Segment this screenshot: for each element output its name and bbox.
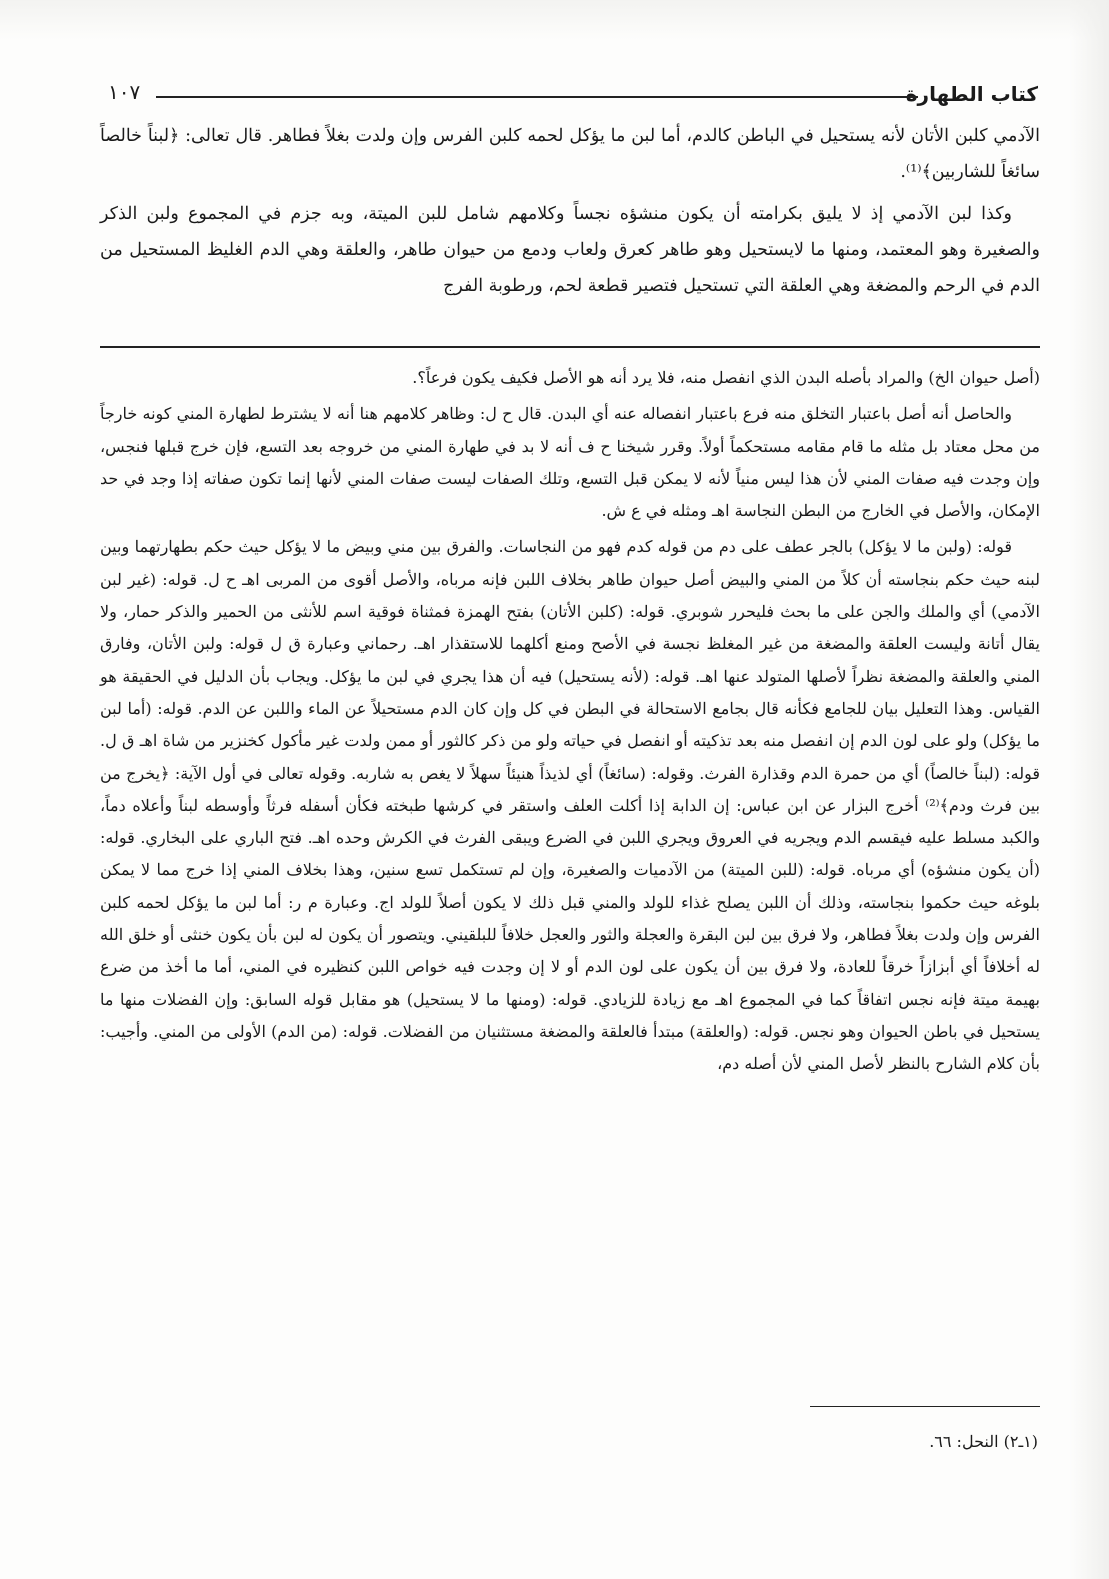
text-commentary-divider <box>100 346 1040 348</box>
commentary-text <box>100 362 1040 1085</box>
main-paragraph-2: وكذا لبن الآدمي إذ لا يليق بكرامته أن يكون منشؤه نجساً وكلامهم شامل للبن الميتة، وبه جزم في المجموع ولبن الذكر والصغيرة وهو المعتمد، ومنها ما لايستحيل وهو طاهر كعرق ولعاب ودمع من حيوان طاهر، والعلقة وهي الدم الغليظ المستحيل من الدم في الرحم والمضغة وهي العلقة التي تستحيل فتصير قطعة لحم، ورطوبة الفرج <box>100 204 1040 296</box>
commentary-paragraph-3: قوله: (ولبن ما لا يؤكل) بالجر عطف على دم من قوله كدم فهو من النجاسات. والفرق بين مني وبيض ما لا يؤكل حيث حكم بطهارتهما وبين لبنه حيث حكم بنجاسته أن كلاً من المني والبيض أصل حيوان طاهر بخلاف اللبن فإنه مرباه، والأصل أقوى من المربى اهـ ح ل. قوله: (غير لبن الآدمي) أي والملك والجن على ما بحث فليحرر شوبري. قوله: (كلبن الأتان) بفتح الهمزة فمثناة فوقية اسم للأنثى من الحمير والذكر حمار، ولا يقال أتانة وليست العلقة والمضغة من غير المغلظ نجسة في الأصح ومنع أكلهما للاستقذار اهـ. رحماني وعبارة ق ل قوله: ولبن الأتان، وفارق المني والعلقة والمضغة نظراً لأصلها المتولد عنها اهـ. قوله: (لأنه يستحيل) فيه أن هذا يجري في لبن ما يؤكل. ويجاب بأن الدليل في الحقيقة هو القياس. وهذا التعليل بيان للجامع فكأنه قال بجامع الاستحالة في البطن في كل وإن كان الدم مستحيلاً عن الماء واللبن عن الدم. قوله: (أما لبن ما يؤكل) ولو على لون الدم إن انفصل منه بعد تذكيته أو انفصل في حياته ولو من ذكر كالثور أو ممن ولدت غير مأكول كخنزير من شاة اهـ ق ل. قوله: (لبناً خالصاً) أي من حمرة الدم وقذارة الفرث. وقوله: (سائغاً) أي لذيذاً هنيئاً سهلاً لا يغص به شاربه. وقوله تعالى في أول الآية: ﴿يخرج من بين فرث ودم﴾⁽²⁾ أخرج البزار عن ابن عباس: إن الدابة إذا أكلت العلف واستقر في كرشها طبخته فكأن أسفله فرثاً وأوسطه لبناً وأعلاه دماً، والكبد مسلط عليه فيقسم الدم ويجريه في العروق ويجري اللبن في الضرع ويبقى الفرث في الكرش وحده اهـ. فتح الباري على البخاري. قوله: (أن يكون منشؤه) أي مرباه. قوله: (للبن الميتة) من الآدميات والصغيرة، وإن لم تستكمل تسع سنين، وهذا بخلاف المني إذا خرج مما لا يمكن بلوغه حيث حكموا بنجاسته، وذلك أن اللبن يصلح غذاء للولد والمني قبل ذلك لا يكون أصلاً للولد اج. وعبارة م ر: أما لبن ما يؤكل لحمه كلبن الفرس وإن ولدت بغلاً فطاهر، ولا فرق بين لبن البقرة والعجلة والثور والعجل خلافاً للبلقيني. ويتصور أن يكون له لبن بأن يكون خنثى أو خلق الله له أخلافاً أي أبزازاً خرقاً للعادة، ولا فرق بين أن يكون على لون الدم أو لا إن وجدت فيه خواص اللبن كنظيره في المني، أما ما أخذ من ضرع بهيمة ميتة فإنه نجس اتفاقاً كما في المجموع اهـ مع زيادة للزيادي. قوله: (ومنها ما لا يستحيل) هو مقابل قوله السابق: وإن الفضلات منها ما يستحيل في باطن الحيوان وهو نجس. قوله: (والعلقة) مبتدأ فالعلقة والمضغة مستثنيان من الفضلات. قوله: (من الدم) الأولى من المني. وأجيب: بأن كلام الشارح بالنظر لأصل المني لأن أصله دم، <box>100 537 1041 1074</box>
header-rule <box>156 96 918 98</box>
footnote-rule <box>810 1406 1040 1407</box>
page-number: ١٠٧ <box>108 80 141 104</box>
main-paragraph-1: الآدمي كلبن الأتان لأنه يستحيل في الباطن كالدم، أما لبن ما يؤكل لحمه كلبن الفرس وإن ولدت بغلاً فطاهر. قال تعالى: ﴿لبناً خالصاً سائغاً للشاربين﴾⁽¹⁾. <box>100 126 1040 182</box>
scan-shadow-right <box>1069 0 1109 1579</box>
running-header <box>108 78 1038 118</box>
commentary-paragraph-1: (أصل حيوان الخ) والمراد بأصله البدن الذي انفصل منه، فلا يرد أنه هو الأصل فكيف يكون فرعاً؟. <box>412 368 1040 387</box>
commentary-paragraph-2: والحاصل أنه أصل باعتبار التخلق منه فرع باعتبار انفصاله عنه أي البدن. قال ح ل: وظاهر كلامهم هنا أنه لا يشترط لطهارة المني كونه خارجاً من محل معتاد بل مثله ما قام مقامه مستحكماً أولاً. وقرر شيخنا ح ف أنه لا بد في طهارة المني من خروجه بعد التسع، فإن خرج قبلها فنجس، وإن وجدت فيه صفات المني لأن هذا ليس منياً لأنه لا يمكن قبل التسع، وتلك الصفات ليست صفات المني لأنها إنما تكون صفاته إذا وجد في حد الإمكان، والأصل في الخارج من البطن النجاسة اهـ ومثله في ع ش. <box>100 404 1041 521</box>
scan-shadow-top <box>0 0 1109 40</box>
main-text <box>100 118 1040 310</box>
chapter-title: كتاب الطهارة <box>905 82 1038 106</box>
footnote: (١ـ٢) النحل: ٦٦. <box>929 1432 1038 1451</box>
